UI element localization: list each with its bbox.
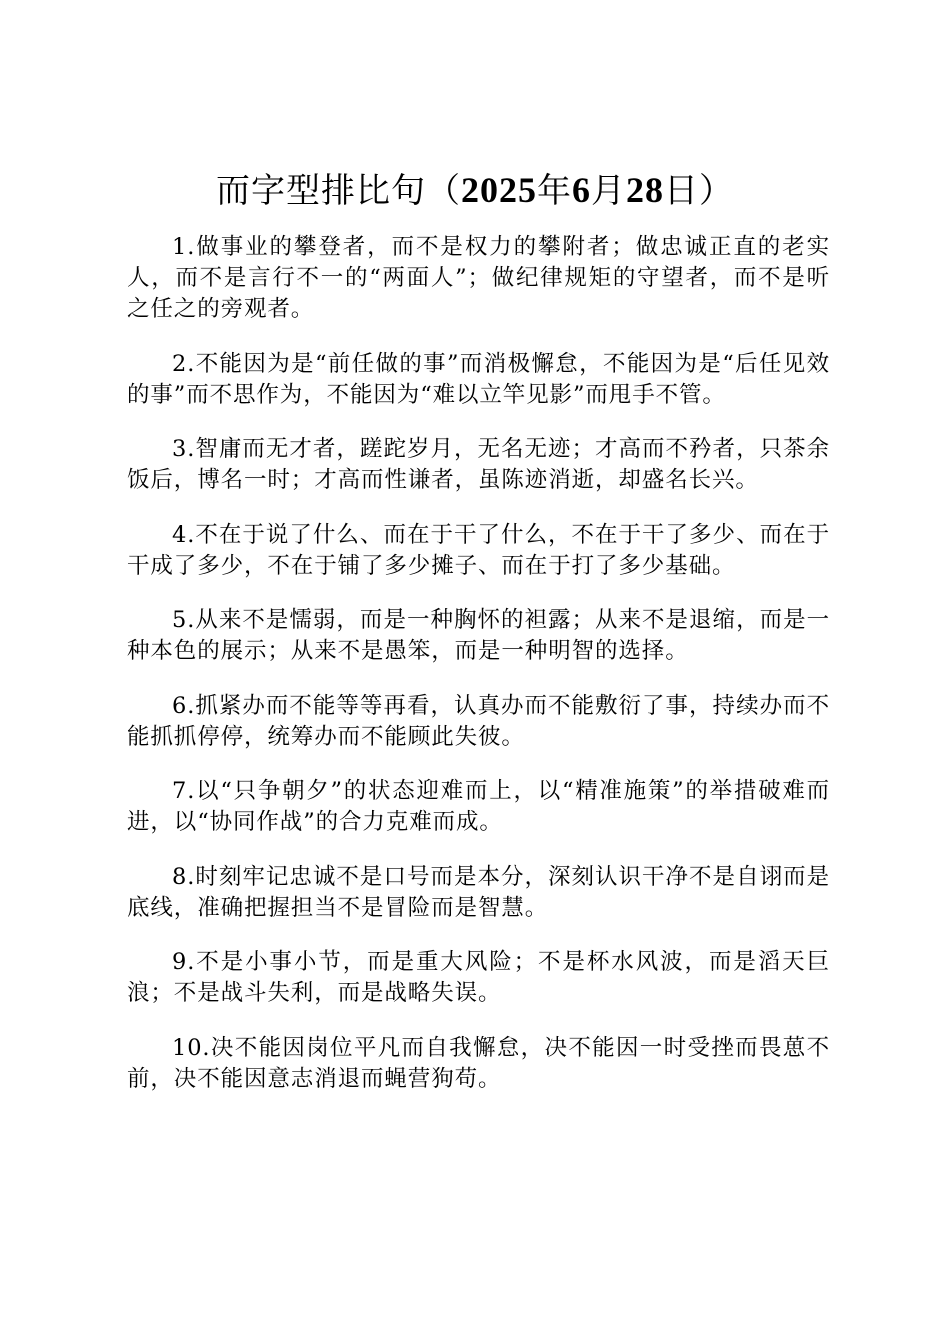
title-year: 2025 [461,170,537,210]
title-suffix: 日） [664,171,734,211]
title-month-char: 月 [591,171,626,211]
title-year-char: 年 [537,171,572,211]
page-title [0,168,950,213]
title-day: 28 [626,170,664,210]
title-prefix: 而字型排比句（ [216,171,461,211]
list-item-9: 9.不是小事小节，而是重大风险；不是杯水风波，而是滔天巨浪；不是战斗失利，而是战略失误。 [127,949,830,1006]
list-item-1: 1.做事业的攀登者，而不是权力的攀附者；做忠诚正直的老实人，而不是言行不一的“两面人”；做纪律规矩的守望者，而不是听之任之的旁观者。 [127,234,830,322]
list-item-10: 10.决不能因岗位平凡而自我懈怠，决不能因一时受挫而畏葸不前，决不能因意志消退而蝇营狗苟。 [127,1034,830,1092]
list-item-7: 7.以“只争朝夕”的状态迎难而上，以“精准施策”的举措破难而进，以“协同作战”的合力克难而成。 [127,778,830,835]
document-body [127,232,830,1118]
list-item-5: 5.从来不是懦弱，而是一种胸怀的袒露；从来不是退缩，而是一种本色的展示；从来不是愚笨，而是一种明智的选择。 [127,607,830,664]
list-item-6: 6.抓紧办而不能等等再看，认真办而不能敷衍了事，持续办而不能抓抓停停，统筹办而不能顾此失彼。 [127,692,830,750]
list-item-4: 4.不在于说了什么、而在于干了什么，不在于干了多少、而在于干成了多少，不在于铺了多少摊子、而在于打了多少基础。 [127,521,830,579]
list-item-2: 2.不能因为是“前任做的事”而消极懈怠，不能因为是“后任见效的事”而不思作为，不能因为“难以立竿见影”而甩手不管。 [127,350,830,408]
list-item-3: 3.智庸而无才者，蹉跎岁月，无名无迹；才高而不矜者，只茶余饭后，博名一时；才高而性谦者，虽陈迹消逝，却盛名长兴。 [127,436,830,493]
title-month: 6 [572,170,591,210]
list-item-8: 8.时刻牢记忠诚不是口号而是本分，深刻认识干净不是自诩而是底线，准确把握担当不是冒险而是智慧。 [127,863,830,921]
